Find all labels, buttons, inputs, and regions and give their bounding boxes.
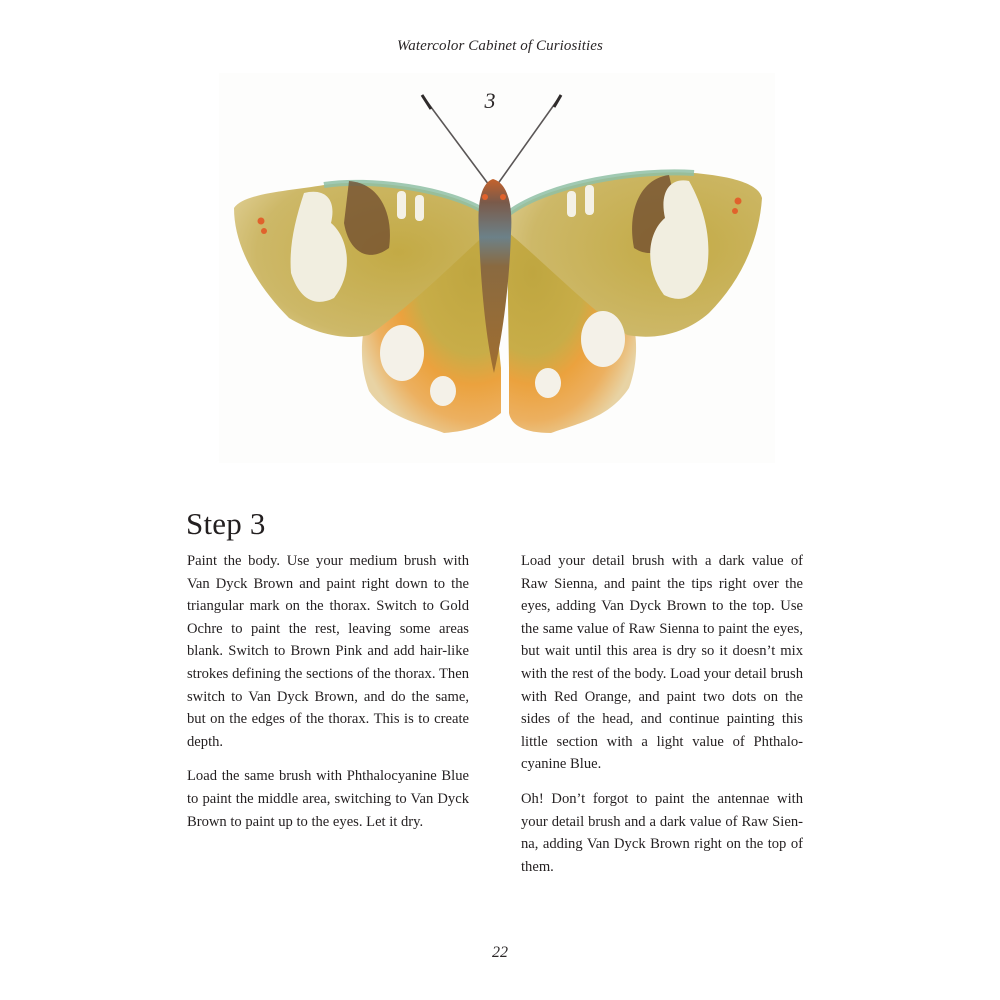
running-head-title: Watercolor Cabinet of Curiosities bbox=[397, 38, 603, 54]
paragraph: Oh! Don’t forgot to paint the antennae with your detail brush and a dark value of Raw Sien-na, adding Van Dyck Brown right on the top of them. bbox=[521, 790, 803, 875]
page-number: 22 bbox=[492, 944, 508, 961]
paragraph: Load your detail brush with a dark value of Raw Sienna, and paint the tips right over the eyes, adding Van Dyck Brown to the top. Use the same value of Raw Sienna to paint the eyes, but wait until this area is dry so it doesn’t mix with the rest of the body. Load your detail brush with Red Orange, and paint two dots on the sides of the head, and continue painting this little section with a light value of Phthalo-cyanine Blue. bbox=[521, 553, 803, 773]
left-text-column bbox=[187, 550, 469, 845]
figure-number: 3 bbox=[484, 88, 496, 113]
step-heading: Step 3 bbox=[186, 506, 266, 541]
butterfly-illustration bbox=[219, 73, 775, 463]
paragraph: Paint the body. Use your medium brush with Van Dyck Brown and paint right down to the triangular mark on the thorax. Switch to Gold Ochre to paint the rest, leaving some areas blank. Switch to Brown Pink and add hair-like strokes defining the sections of the thorax. Then switch to Van Dyck Brown, and do the same, but on the edges of the thorax. This is to create depth. bbox=[187, 553, 469, 750]
paragraph: Load the same brush with Phthalocyanine Blue to paint the middle area, switching to Van Dyck Brown to paint up to the eyes. Let it dry. bbox=[187, 768, 469, 830]
right-text-column bbox=[521, 550, 803, 890]
